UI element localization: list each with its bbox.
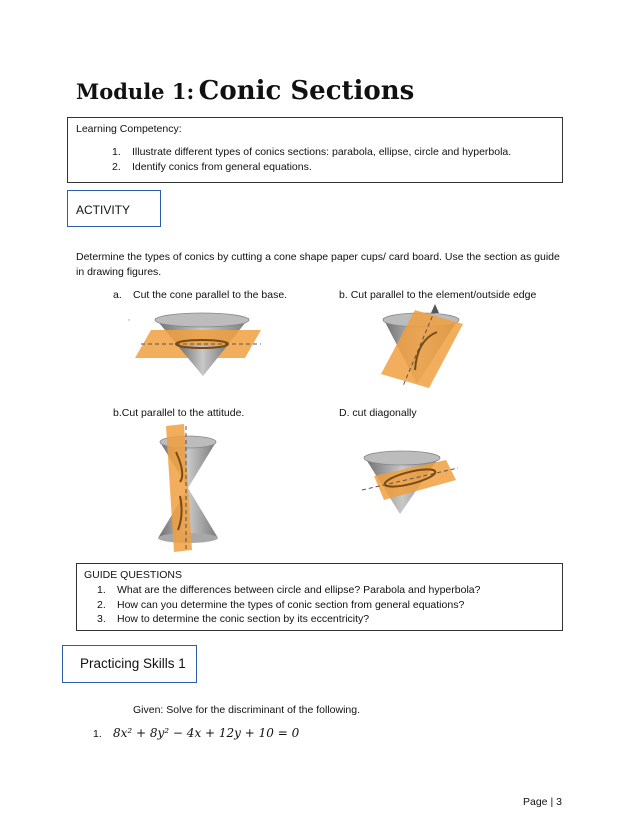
problem-item: 1. 8x² + 8y² − 4x + 12y + 10 = 0 [93, 726, 300, 740]
cone-hyperbola-figure [150, 422, 230, 552]
cone-ellipse-figure [360, 448, 460, 518]
practicing-skills-label: Practicing Skills 1 [62, 645, 197, 683]
guide-item: 1. What are the differences between circle and ellipse? Parabola and hyperbola? [97, 584, 481, 596]
guide-item: 2. How can you determine the types of conic section from general equations? [97, 598, 465, 611]
problem-equation: 8x² + 8y² − 4x + 12y + 10 = 0 [113, 726, 300, 740]
module-number: Module 1: [76, 79, 195, 104]
guide-list [97, 583, 480, 627]
competency-box [67, 117, 563, 183]
activity-label: ACTIVITY [67, 190, 161, 227]
competency-item: 2. Identify conics from general equations. [112, 161, 312, 173]
cut-caption-b: b. Cut parallel to the element/outside edge [339, 289, 537, 301]
stray-mark: , [128, 315, 130, 322]
competency-heading: Learning Competency: [76, 123, 182, 135]
cone-parabola-figure [375, 300, 470, 390]
competency-list [112, 145, 511, 175]
competency-item: 1. Illustrate different types of conics sections: parabola, ellipse, circle and hyperbola. [112, 146, 512, 158]
cut-caption-d: D. cut diagonally [339, 407, 417, 419]
activity-intro: Determine the types of conics by cutting a cone shape paper cups/ card board. Use the section as guide in drawing figures. [76, 251, 560, 278]
guide-item: 3. How to determine the conic section by its eccentricity? [97, 613, 370, 625]
cut-caption-a: a. Cut the cone parallel to the base. [113, 289, 288, 301]
guide-questions-box [76, 563, 563, 631]
page-number: Page | 3 [523, 796, 562, 808]
cone-circle-figure [133, 310, 268, 380]
guide-heading: GUIDE QUESTIONS [84, 569, 183, 581]
module-title: Conic Sections [198, 76, 415, 106]
page-title [76, 76, 414, 106]
cut-caption-c: b.Cut parallel to the attitude. [113, 407, 245, 419]
given-instructions: Given: Solve for the discriminant of the following. [133, 704, 361, 716]
